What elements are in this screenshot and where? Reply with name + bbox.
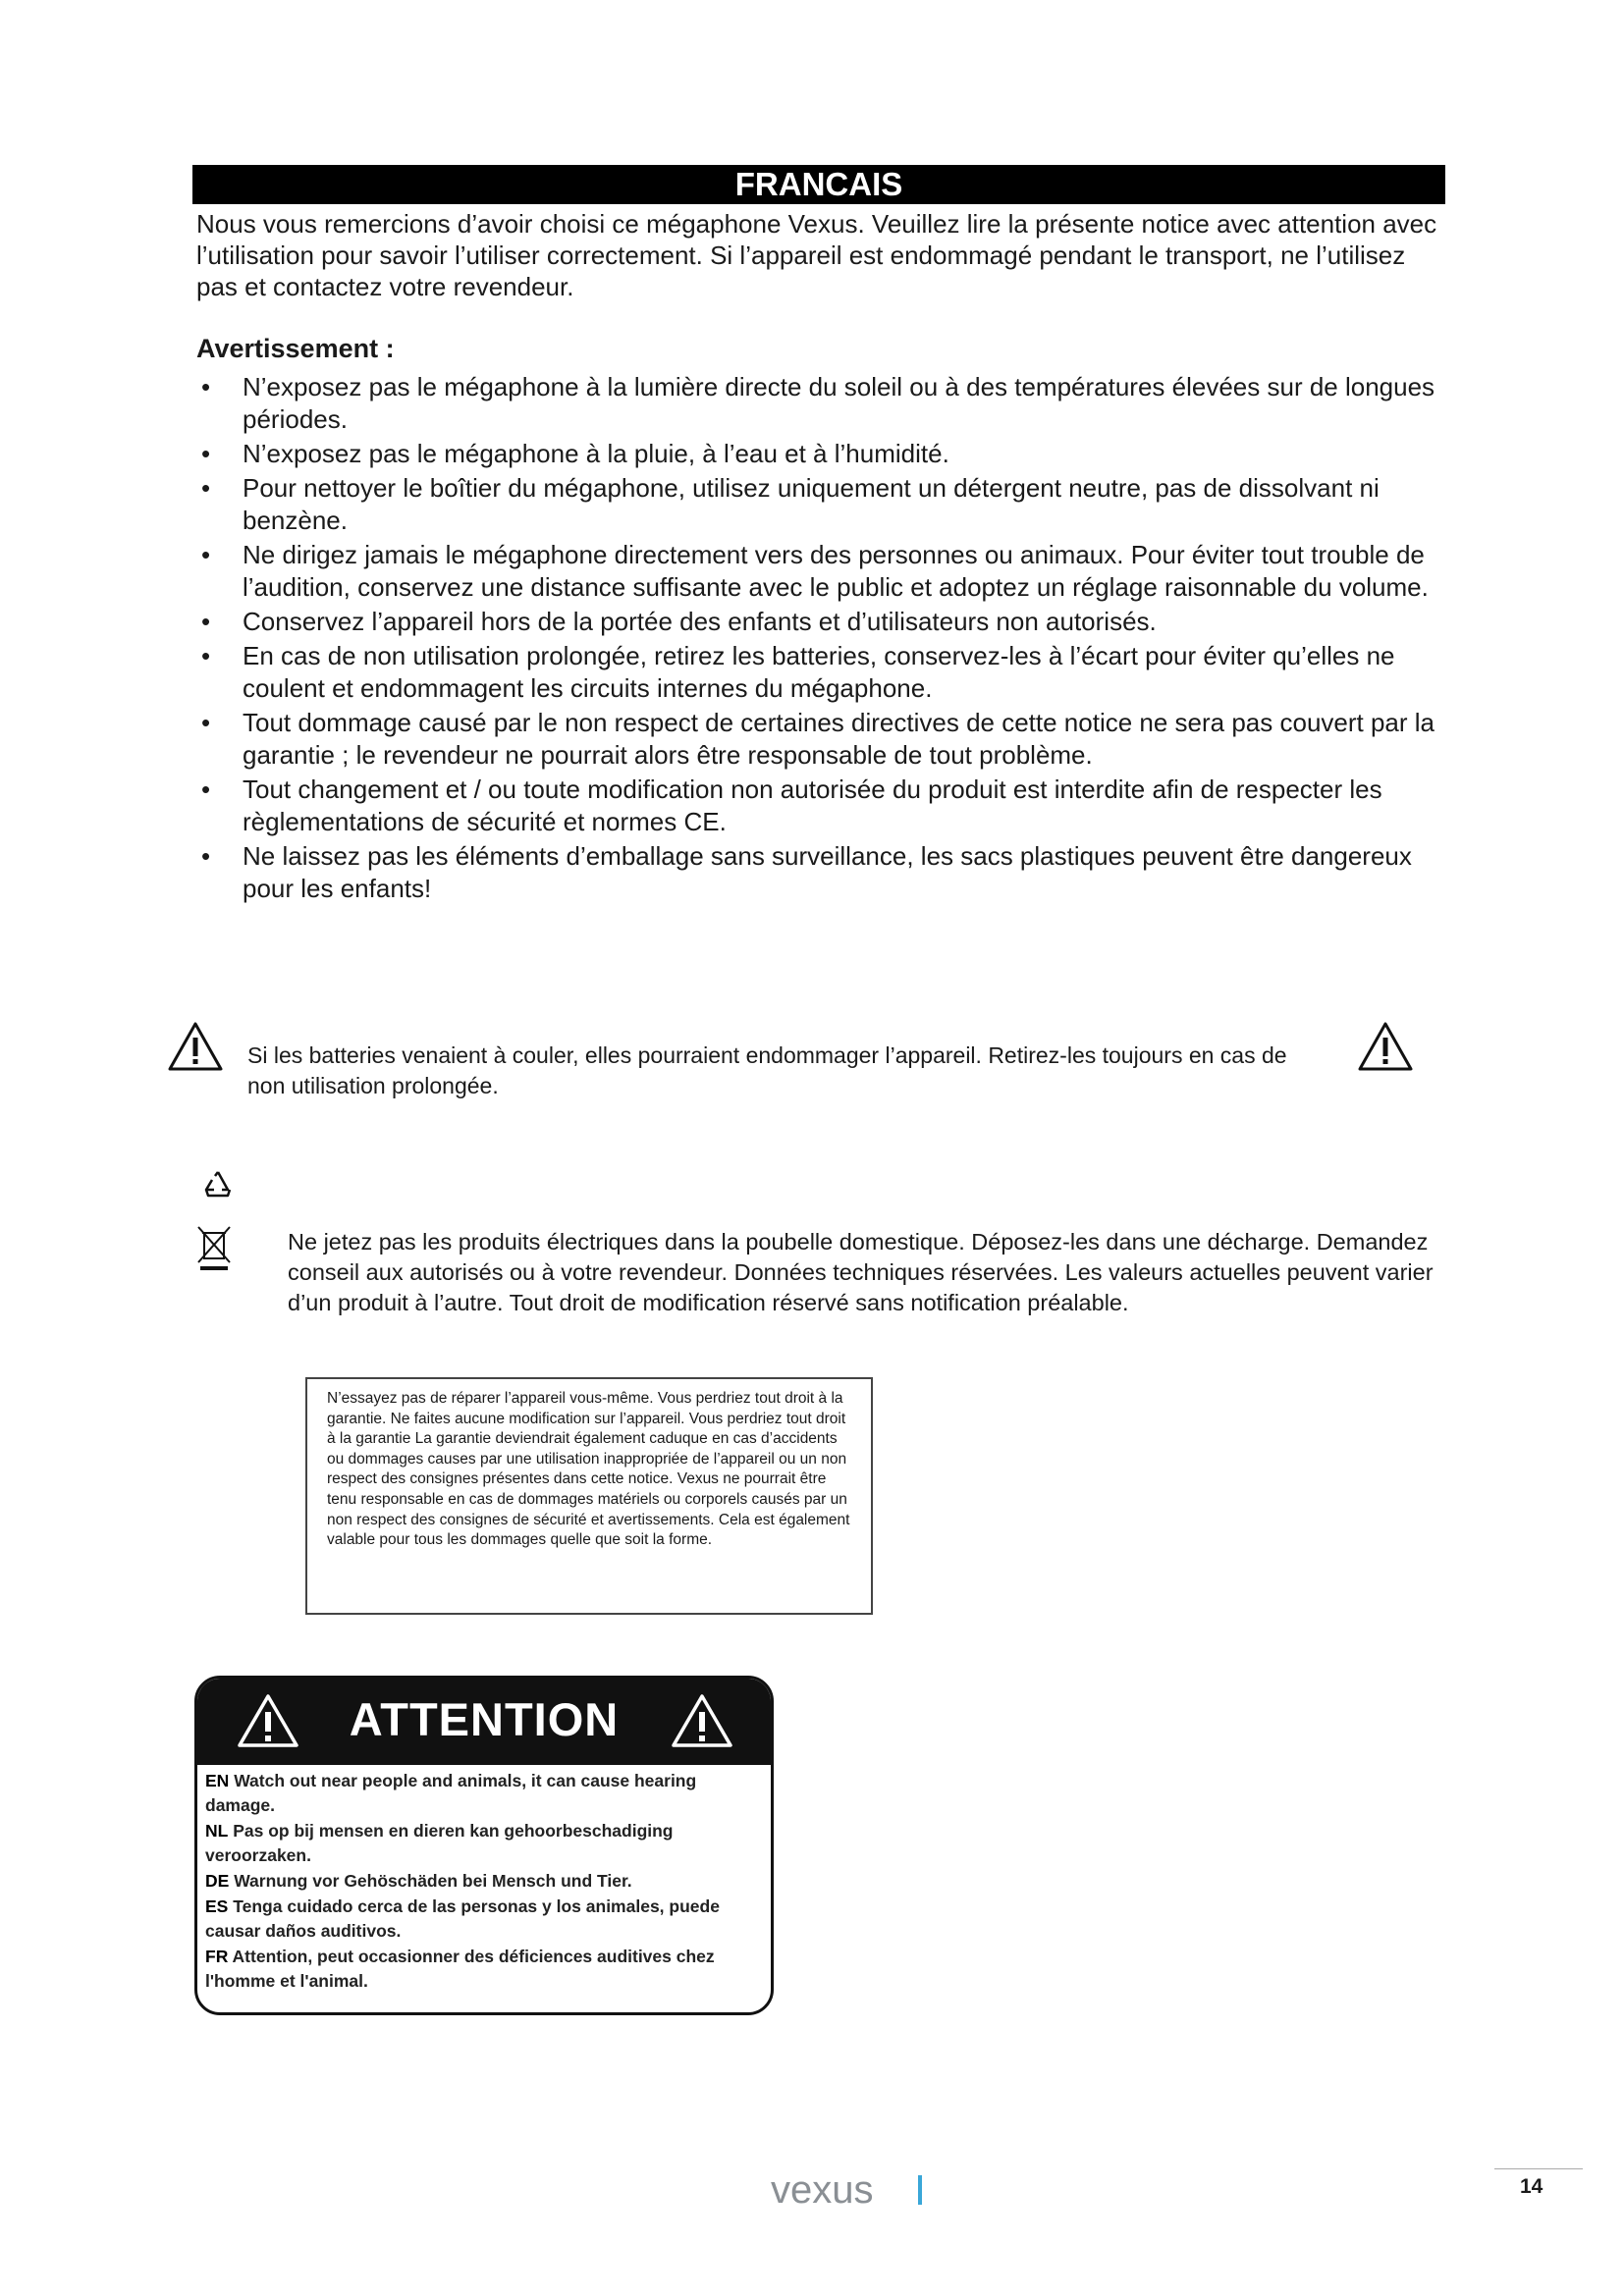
warnings-list: [196, 371, 1453, 907]
battery-alert: [167, 1021, 1424, 1099]
list-item: [205, 1819, 765, 1868]
section-header: [192, 165, 1445, 204]
logo-text: vexus: [771, 2169, 874, 2212]
language-code: ES: [205, 1896, 229, 1916]
list-item: • Ne laissez pas les éléments d’emballage sans surveillance, les sacs plastiques peuvent être dangereux pour les enfants!: [196, 840, 1453, 905]
recycle-icon: [202, 1168, 234, 1200]
list-item: • Ne dirigez jamais le mégaphone directement vers des personnes ou animaux. Pour éviter tout trouble de l’audition, conservez une distance suffisante avec le public et adoptez un réglage raisonnable du volume.: [196, 539, 1453, 604]
vexus-logo: [771, 2169, 938, 2213]
list-item: • Conservez l’appareil hors de la portée des enfants et d’utilisateurs non autorisés.: [196, 606, 1453, 638]
disposal-paragraph: Ne jetez pas les produits électriques dans la poubelle domestique. Déposez-les dans une décharge. Demandez conseil aux autorisés ou à votre revendeur. Données techniques réservées. Les valeurs actuelles peuvent varier d’un produit à l’autre. Tout droit de modification réservé sans notification préalable.: [288, 1229, 1434, 1315]
language-code: NL: [205, 1821, 229, 1841]
warnings-heading: Avertissement :: [196, 334, 395, 363]
attention-header: [197, 1679, 771, 1765]
list-item: • Tout dommage causé par le non respect de certaines directives de cette notice ne sera pas couvert par la garantie ; le revendeur ne pourrait alors être responsable de tout problème.: [196, 707, 1453, 772]
attention-label: [194, 1676, 774, 2015]
footer-divider: [1494, 2168, 1583, 2169]
section-title: FRANCAIS: [734, 166, 903, 202]
page-number: 14: [1520, 2175, 1543, 2198]
list-item: • N’exposez pas le mégaphone à la pluie, à l’eau et à l’humidité.: [196, 438, 1453, 470]
crossed-bin-icon: [194, 1225, 234, 1272]
attention-text: Pas op bij mensen en dieren kan gehoorbeschadiging veroorzaken.: [205, 1821, 674, 1865]
language-code: DE: [205, 1871, 230, 1891]
list-item: • Pour nettoyer le boîtier du mégaphone, utilisez uniquement un détergent neutre, pas de dissolvant ni benzène.: [196, 472, 1453, 537]
warning-triangle-icon: [1357, 1021, 1414, 1072]
attention-title: ATTENTION: [349, 1693, 620, 1745]
intro-paragraph: Nous vous remercions d’avoir choisi ce mégaphone Vexus. Veuillez lire la présente notice avec attention avec l’utilisation pour savoir l’utiliser correctement. Si l’appareil est endommagé pendant le transport, ne l’utilisez pas et contactez votre revendeur.: [196, 209, 1437, 301]
language-code: EN: [205, 1771, 230, 1790]
warning-triangle-icon: [167, 1021, 224, 1072]
attention-text: Attention, peut occasionner des déficiences auditives chez l'homme et l'animal.: [205, 1947, 715, 1991]
list-item: [205, 1945, 765, 1994]
list-item: [205, 1869, 765, 1894]
repair-notice-box: [305, 1377, 873, 1615]
language-code: FR: [205, 1947, 229, 1966]
attention-text: Warnung vor Gehöschäden bei Mensch und Tier.: [234, 1871, 632, 1891]
repair-notice-text: N’essayez pas de réparer l’appareil vous-même. Vous perdriez tout droit à la garantie. Ne faites aucune modification sur l’appareil. Vous perdriez tout droit à la garantie La garantie deviendrait également caduque en cas d’accidents ou dommages causes par une utilisation inappropriée de l’appareil ou un non respect des consignes présentes dans cette notice. Vexus ne pourrait être tenu responsable en cas de dommages matériels ou corporels causés par un non respect des consignes de sécurité et avertissements. Cela est également valable pour tous les dommages quelle que soit la forme.: [327, 1390, 850, 1549]
attention-text: Watch out near people and animals, it can cause hearing damage.: [205, 1771, 697, 1815]
list-item: [205, 1769, 765, 1818]
list-item: • Tout changement et / ou toute modification non autorisée du produit est interdite afin de respecter les règlementations de sécurité et normes CE.: [196, 774, 1453, 838]
list-item: [205, 1895, 765, 1944]
attention-text: Tenga cuidado cerca de las personas y los animales, puede causar daños auditivos.: [205, 1896, 720, 1941]
warning-triangle-icon: [671, 1692, 733, 1749]
attention-lines: [205, 1769, 765, 1995]
list-item: • En cas de non utilisation prolongée, retirez les batteries, conservez-les à l’écart pour éviter qu’elles ne coulent et endommagent les circuits internes du mégaphone.: [196, 640, 1453, 705]
list-item: • N’exposez pas le mégaphone à la lumière directe du soleil ou à des températures élevées sur de longues périodes.: [196, 371, 1453, 436]
battery-alert-text: Si les batteries venaient à couler, elles pourraient endommager l’appareil. Retirez-les toujours en cas de non utilisation prolongée.: [247, 1042, 1287, 1098]
